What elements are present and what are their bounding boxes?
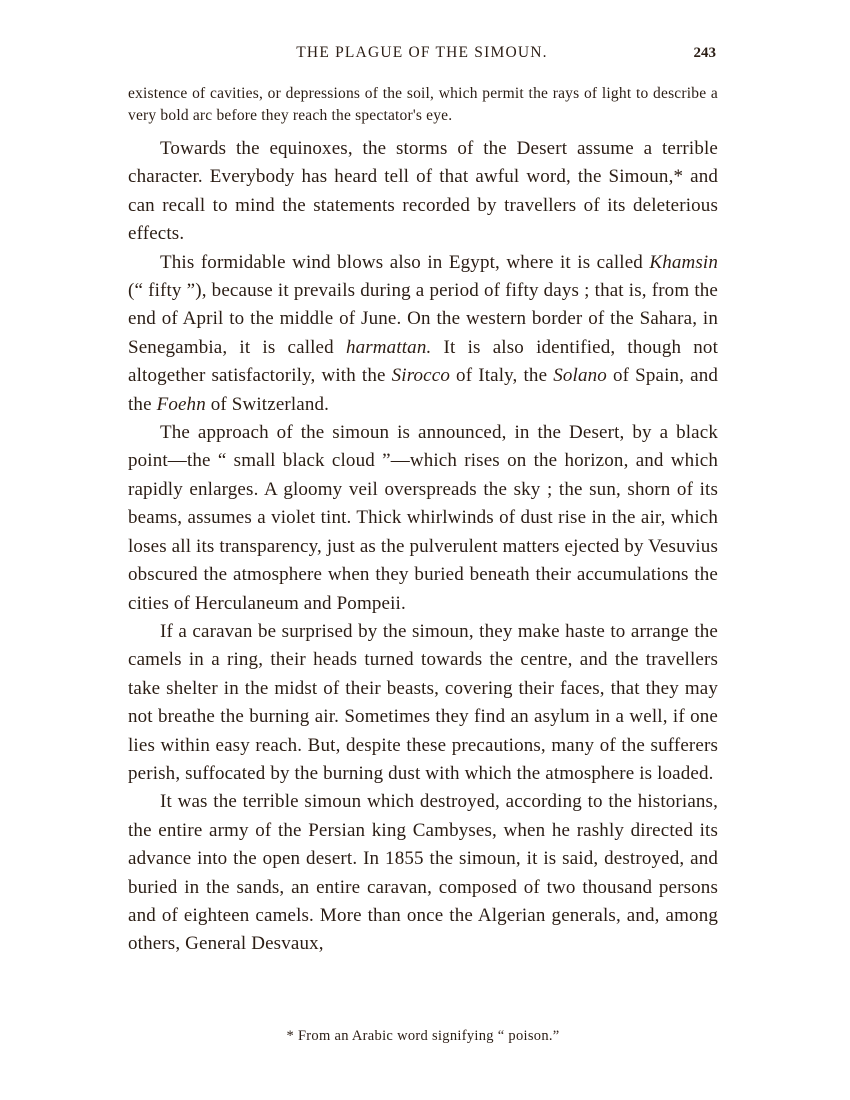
term-solano: Solano — [553, 365, 607, 387]
term-harmattan: harmattan. — [345, 336, 432, 358]
term-sirocco: Sirocco — [391, 365, 450, 387]
paragraph-caravan: If a caravan be surprised by the simoun, they make haste to arrange the camels in a ring, their heads turned towards the centre, and the travellers take shelter in the midst of their beasts, covering their faces, that they may not breathe the burning air. Sometimes they find an asylum in a well, if one lies within easy reach. But, despite these precautions, many of the sufferers perish, suffocated by the burning dust with which the atmosphere is loaded. — [128, 620, 718, 784]
text-span: This formidable wind blows also in Egypt, where it is called — [160, 251, 650, 273]
text-span: It is also identified, though not altogether satisfactorily, with the — [128, 336, 718, 387]
page-header — [128, 44, 716, 70]
text-span: (“ fifty ”), because it prevails during a period of fifty days ; that is, from the end of April to the middle of June. On the western border of the Sahara, in Senegambia, it is called — [128, 280, 718, 358]
running-title: THE PLAGUE OF THE SIMOUN. — [296, 44, 548, 61]
paragraph-history: It was the terrible simoun which destroyed, according to the historians, the entire army of the Persian king Cambyses, when he rashly directed its advance into the open desert. In 1855 the simoun, it is said, destroyed, and buried in the sands, an entire caravan, composed of two thousand persons and of eighteen camels. More than once the Algerian generals, and, among others, General Desvaux, — [128, 791, 718, 955]
continuation-paragraph: existence of cavities, or depressions of the soil, which permit the rays of light to describe a very bold arc before they reach the spectator's eye. — [128, 85, 718, 124]
paragraph-equinox-storms: Towards the equinoxes, the storms of the Desert assume a terrible character. Everybody has heard tell of that awful word, the Simoun,* and can recall to mind the statements recorded by travellers of its deleterious effects. — [128, 138, 718, 245]
text-span: of Spain, and the — [128, 365, 719, 415]
footnote: * From an Arabic word signifying “ poison.” — [286, 1028, 560, 1044]
term-khamsin: Khamsin — [649, 251, 718, 273]
page-number: 243 — [693, 45, 716, 61]
body-text — [128, 135, 718, 959]
paragraph-simoun-approach: The approach of the simoun is announced, in the Desert, by a black point—the “ small black cloud ”—which rises on the horizon, and which rapidly enlarges. A gloomy veil overspreads the sky ; the sun, shorn of its beams, assumes a violet tint. Thick whirlwinds of dust rise in the air, which loses all its transparency, just as the pulverulent matters ejected by Vesuvius obscured the atmosphere when they buried beneath their accumulations the cities of Herculaneum and Pompeii. — [128, 422, 718, 614]
text-span: of Switzerland. — [205, 393, 330, 415]
term-foehn: Foehn — [156, 393, 206, 415]
paragraph-wind-names — [128, 249, 718, 419]
text-span: of Italy, the — [450, 365, 554, 387]
